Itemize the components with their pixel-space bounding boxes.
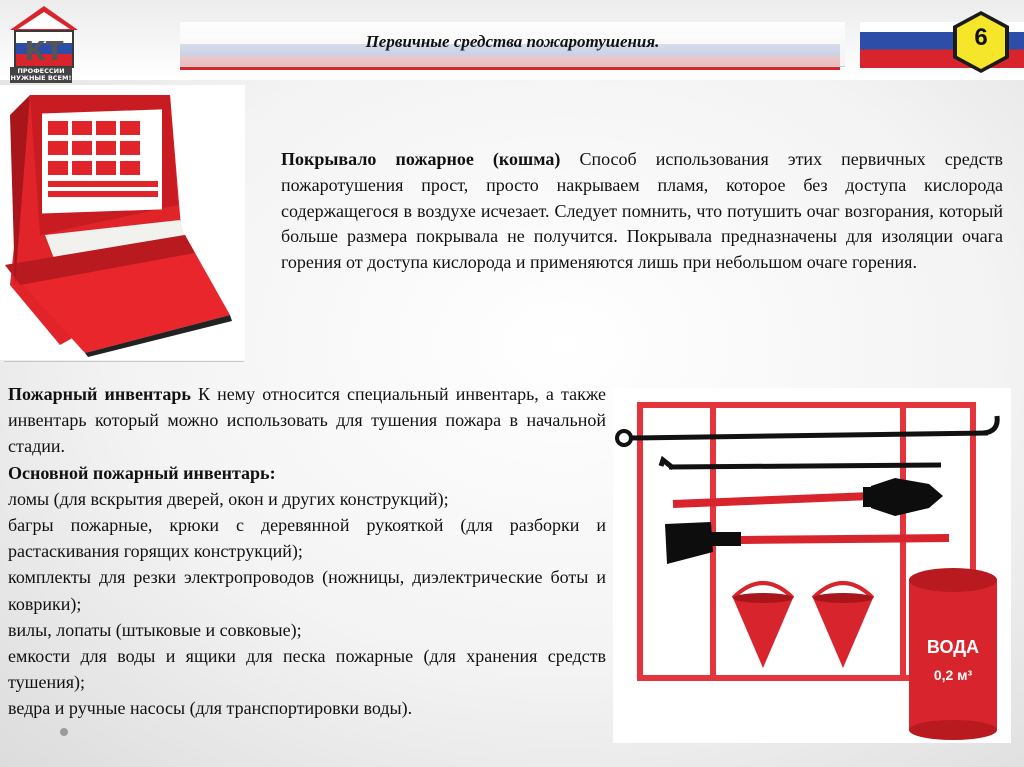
list-item: вилы, лопаты (штыковые и совковые); [8, 619, 302, 640]
inventory-subheading: Основной пожарный инвентарь: [8, 462, 276, 483]
list-item: емкости для воды и ящики для песка пожарные (для хранения средств тушения); [8, 646, 606, 693]
water-barrel-icon [909, 568, 997, 740]
logo-caption: ПРОФЕССИИ НУЖНЫЕ ВСЕМ! [10, 67, 72, 82]
list-item: комплекты для резки электропроводов (ножницы, диэлектрические боты и коврики); [8, 567, 606, 614]
divider [4, 361, 244, 362]
logo-letters: КТ [24, 37, 64, 67]
barrel-label: ВОДА [926, 637, 980, 657]
inventory-lead: Пожарный инвентарь [8, 384, 191, 404]
inventory-intro [8, 381, 606, 460]
slide-number: 6 [974, 24, 988, 51]
blanket-text: Способ использования этих первичных средств пожаротушения прост, просто накрываем пламя, которое без доступа кислорода содержащегося в воздухе исчезает. Следует помнить, что потушить очаг возгорания, который больше размера покрывала не получится. Покрывала предназначены для изоляции очага горения от доступа кислорода и применяются лишь при небольшом очаге горения. [281, 149, 1003, 273]
blanket-lead: Покрывало пожарное (кошма) [281, 149, 561, 169]
barrel-volume: 0,2 м³ [933, 667, 973, 683]
inventory-block [8, 381, 606, 722]
page-title: Первичные средства пожаротушения. [365, 32, 660, 51]
fire-board-image [613, 388, 1011, 743]
blanket-description [281, 147, 1003, 276]
list-item: багры пожарные, крюки с деревянной рукояткой (для разборки и растаскивания горящих конструкций); [8, 515, 606, 562]
list-item: ведра и ручные насосы (для транспортировки воды). [8, 698, 413, 719]
bullet-dot [60, 728, 68, 736]
list-item: ломы (для вскрытия дверей, окон и других конструкций); [8, 488, 449, 509]
inventory-intro-text: К нему относится специальный инвентарь, а также инвентарь который можно использовать для тушения пожара в начальной стадии. [8, 384, 607, 457]
fire-blanket-image [0, 85, 245, 360]
